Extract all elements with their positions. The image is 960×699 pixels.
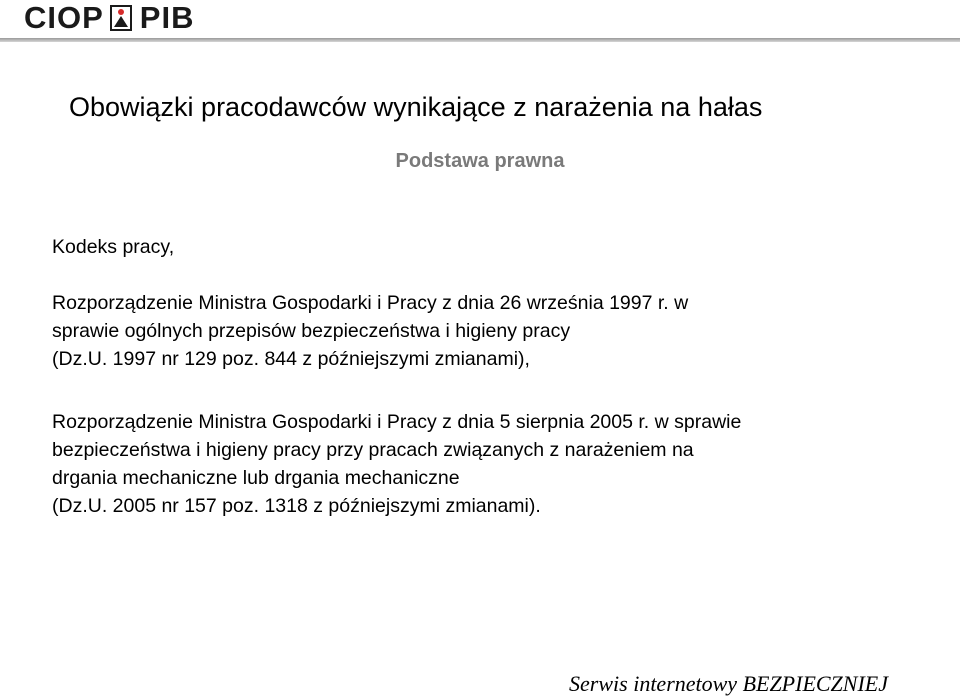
paragraph-line: (Dz.U. 2005 nr 157 poz. 1318 z późniejszymi zmianami). — [52, 495, 541, 517]
paragraph-line: Rozporządzenie Ministra Gospodarki i Pracy z dnia 5 sierpnia 2005 r. w sprawie — [52, 411, 742, 433]
legal-basis-item-1 — [52, 233, 932, 261]
paragraph-line: Rozporządzenie Ministra Gospodarki i Pracy z dnia 26 września 1997 r. w — [52, 292, 689, 314]
logo-text-ciop: CIOP — [24, 0, 104, 35]
paragraph-line: sprawie ogólnych przepisów bezpieczeństwa i higieny pracy — [52, 320, 571, 342]
legal-basis-item-2 — [52, 289, 932, 373]
logo-text-pib: PIB — [139, 0, 195, 35]
slide-title: Obowiązki pracodawców wynikające z narażenia na hałas — [69, 92, 763, 122]
ciop-pib-figure-icon — [110, 5, 132, 31]
paragraph-line: Kodeks pracy, — [52, 236, 175, 258]
paragraph-line: bezpieczeństwa i higieny pracy przy pracach związanych z narażeniem na — [52, 439, 694, 461]
ciop-pib-logo — [24, 0, 194, 36]
paragraph-line: drgania mechaniczne lub drgania mechaniczne — [52, 467, 460, 489]
legal-basis-item-3 — [52, 408, 932, 520]
footer-site-name: Serwis internetowy BEZPIECZNIEJ — [569, 671, 888, 696]
header-divider — [0, 38, 960, 42]
paragraph-line: (Dz.U. 1997 nr 129 poz. 844 z późniejszymi zmianami), — [52, 348, 530, 370]
slide-subtitle: Podstawa prawna — [395, 150, 565, 172]
